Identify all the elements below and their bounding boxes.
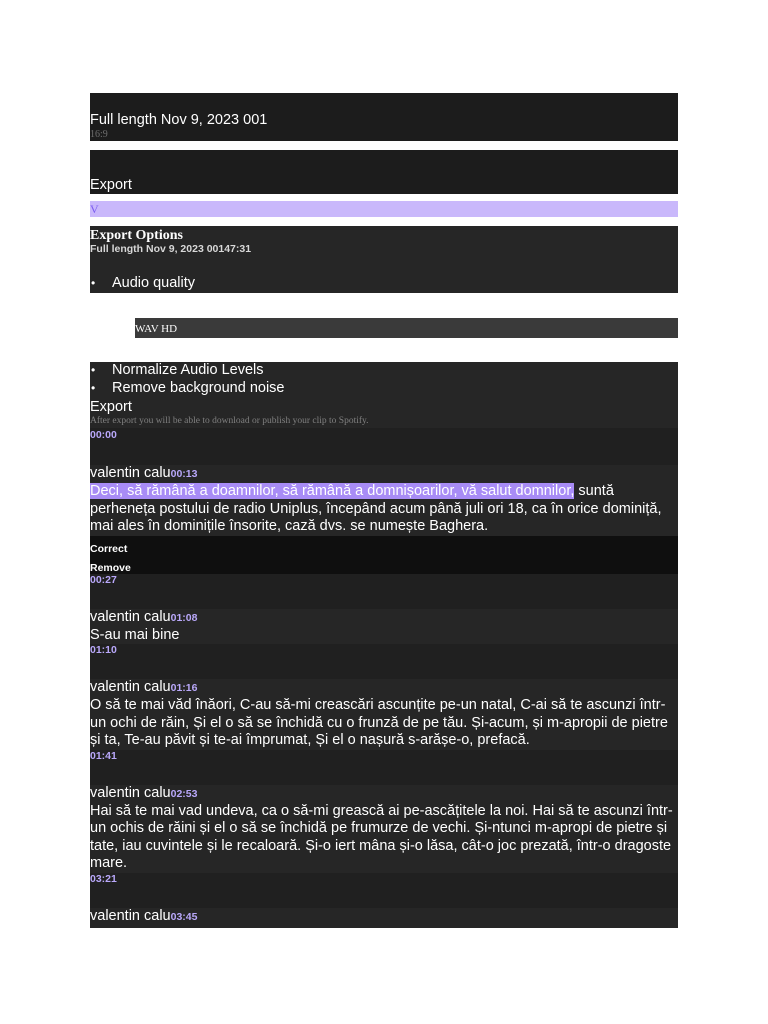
- segment-end-timestamp[interactable]: 03:21: [90, 872, 117, 885]
- remove-noise-toggle[interactable]: • Remove background noise: [112, 380, 285, 397]
- segment-timestamp[interactable]: 03:45: [170, 910, 198, 923]
- transcript-segment: [90, 679, 678, 762]
- segment-end-timestamp[interactable]: 00:27: [90, 573, 117, 586]
- export-button[interactable]: Export: [90, 399, 132, 415]
- timestamp-start[interactable]: 00:00: [90, 429, 117, 441]
- segment-text[interactable]: Hai să te mai vad undeva, ca o să-mi grească ai pe-ascățitele la noi. Hai să te ascunzi într-un ochis de răini și el o să se închidă pe frumurze de vechi. Și-ntunci m-apropi de pietre și tate, iau cuvintele și le recaloară. Și-o iert mâna și-o lăsa, cât-o joc prezată, într-o dragoste mare.: [90, 802, 673, 871]
- selected-text[interactable]: Deci, să rămână a doamnilor, să rămână a domnișoarilor, vă salut domnilor,: [90, 483, 575, 499]
- export-bar: [90, 150, 678, 194]
- audio-quality-select[interactable]: [135, 318, 678, 338]
- export-settings-block: [90, 362, 678, 428]
- transcript-segment: [90, 609, 678, 657]
- selection-actions: [90, 536, 678, 574]
- clip-title[interactable]: Full length Nov 9, 2023 001: [90, 112, 268, 128]
- clip-header: [90, 93, 678, 141]
- transcript-segment: [90, 465, 678, 586]
- audio-quality-value: WAV HD: [135, 323, 178, 335]
- export-options-subtitle: Full length Nov 9, 2023 00147:31: [90, 243, 252, 255]
- speaker-name[interactable]: valentin calu: [90, 608, 171, 625]
- export-options-title: Export Options: [90, 228, 183, 243]
- segment-end-timestamp[interactable]: 01:10: [90, 644, 117, 656]
- speaker-line: [90, 465, 678, 483]
- speaker-line: [90, 609, 678, 627]
- audio-quality-label: • Audio quality: [112, 275, 195, 292]
- speaker-name[interactable]: valentin calu: [90, 784, 171, 801]
- segment-text[interactable]: O să te mai văd înăori, C-au să-mi creascări ascunțite pe-un natal, C-ai să te ascunzi într-un ochi de răin, Și el o să se închidă cu o frunză de pe tău. Și-acum, și m-apropii de pietre și ta, Te-au păvit și te-ai împrumat, Și el o nașură s-arășe-o, prefacă.: [90, 697, 668, 748]
- chevron-down-icon[interactable]: V: [90, 202, 99, 216]
- normalize-audio-toggle[interactable]: • Normalize Audio Levels: [112, 362, 264, 379]
- transcript-segment: [90, 908, 678, 928]
- transcript: [90, 428, 678, 928]
- segment-text[interactable]: S-au mai bine: [90, 626, 180, 643]
- collapse-toggle[interactable]: [90, 201, 678, 217]
- transcript-segment: [90, 785, 678, 885]
- speaker-line: [90, 908, 678, 926]
- export-hint: After export you will be able to download or publish your clip to Spotify.: [90, 416, 369, 426]
- export-options-panel: [90, 226, 678, 293]
- segment-timestamp[interactable]: 01:08: [170, 611, 198, 624]
- remove-button[interactable]: Remove: [90, 561, 131, 574]
- segment-text[interactable]: [90, 483, 678, 536]
- segment-timestamp[interactable]: 00:13: [170, 468, 198, 480]
- speaker-line: [90, 785, 678, 803]
- segment-timestamp[interactable]: 02:53: [170, 787, 198, 800]
- correct-button[interactable]: Correct: [90, 542, 128, 555]
- export-tab[interactable]: Export: [90, 177, 132, 193]
- segment-timestamp[interactable]: 01:16: [170, 682, 198, 694]
- speaker-name[interactable]: valentin calu: [90, 465, 171, 481]
- speaker-name[interactable]: valentin calu: [90, 907, 171, 924]
- speaker-name[interactable]: valentin calu: [90, 679, 171, 695]
- speaker-line: [90, 679, 678, 697]
- aspect-ratio-label[interactable]: 16:9: [90, 129, 108, 140]
- editor-page: [90, 93, 678, 928]
- segment-text-rest[interactable]: suntă perheneța postului de radio Uniplus, începând acum până juli ori 18, ca în orice dominiță, mai ales în dominițile însorite, cază dvs. se numește Baghera.: [90, 483, 662, 534]
- segment-end-timestamp[interactable]: 01:41: [90, 749, 117, 762]
